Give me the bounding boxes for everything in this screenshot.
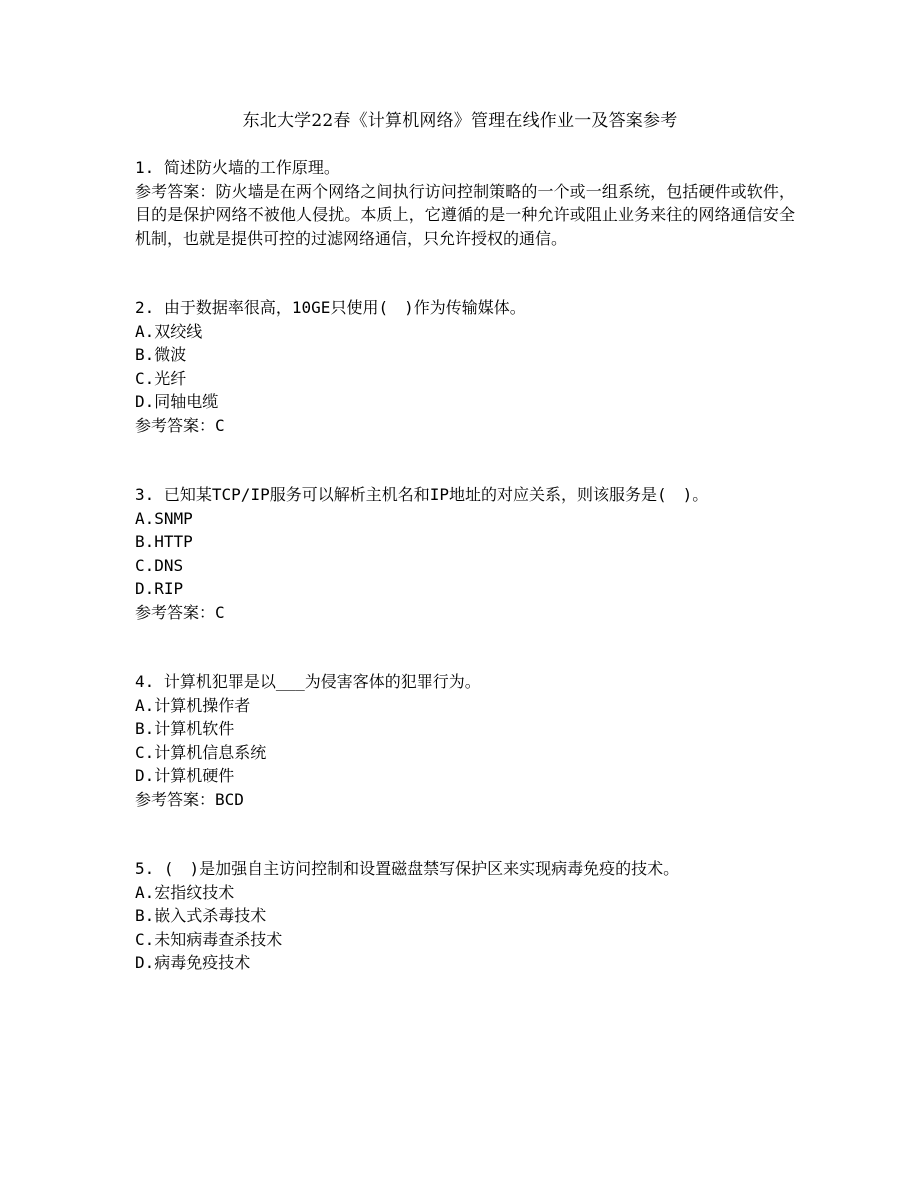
option-a: A.宏指纹技术	[135, 882, 235, 902]
answer-text: C	[215, 602, 225, 622]
option-c: C.DNS	[135, 555, 184, 575]
question-2	[135, 296, 795, 437]
question-stem	[135, 156, 795, 180]
question-1	[135, 156, 795, 250]
question-4	[135, 670, 795, 811]
option-b: B.微波	[135, 345, 187, 364]
answer-text: 防火墙是在两个网络之间执行访问控制策略的一个或一组系统，包括硬件或软件，目的是保护网络不被他人侵扰。本质上，它遵循的是一种允许或阻止业务来往的网络通信安全机制，也就是提供可控的过滤网络通信，只允许授权的通信。	[135, 181, 795, 248]
option-a: A.双绞线	[135, 321, 203, 341]
answer-label: 参考答案：	[135, 181, 216, 201]
option-d: D.RIP	[135, 579, 184, 598]
document-title: 东北大学22春《计算机网络》管理在线作业一及答案参考	[242, 111, 678, 131]
option-a: A.SNMP	[135, 508, 193, 528]
option-b: B.嵌入式杀毒技术	[135, 906, 267, 925]
question-text: ( )是加强自主访问控制和设置磁盘禁写保护区来实现病毒免疫的技术。	[163, 859, 680, 878]
question-text: 已知某TCP/IP服务可以解析主机名和IP地址的对应关系，则该服务是( )。	[163, 485, 709, 504]
answer-line	[135, 414, 795, 438]
question-3	[135, 483, 795, 624]
question-number: 2.	[135, 298, 155, 317]
question-stem	[135, 670, 795, 694]
question-number: 3.	[135, 485, 155, 504]
question-5	[135, 857, 795, 975]
answer-text: BCD	[215, 789, 244, 809]
option-c: C.光纤	[135, 368, 187, 388]
option-d: D.病毒免疫技术	[135, 953, 251, 972]
option-c: C.未知病毒查杀技术	[135, 929, 283, 949]
answer-label: 参考答案：	[135, 602, 216, 622]
question-number: 1.	[135, 158, 155, 177]
option-d: D.同轴电缆	[135, 392, 219, 411]
option-b: B.计算机软件	[135, 719, 235, 738]
option-d: D.计算机硬件	[135, 766, 235, 785]
question-number: 5.	[135, 859, 155, 878]
answer-line	[135, 601, 795, 625]
question-stem	[135, 296, 795, 320]
option-c: C.计算机信息系统	[135, 742, 267, 762]
question-text: 由于数据率很高，10GE只使用( )作为传输媒体。	[163, 298, 526, 317]
question-text: 简述防火墙的工作原理。	[163, 158, 340, 177]
answer-line	[135, 788, 795, 812]
question-stem	[135, 857, 795, 881]
answer-paragraph	[135, 180, 795, 251]
question-number: 4.	[135, 672, 155, 691]
question-text: 计算机犯罪是以___为侵害客体的犯罪行为。	[163, 672, 481, 691]
answer-label: 参考答案：	[135, 415, 216, 435]
document-content	[135, 156, 795, 975]
option-a: A.计算机操作者	[135, 695, 251, 715]
option-b: B.HTTP	[135, 532, 193, 551]
question-stem	[135, 483, 795, 507]
answer-text: C	[215, 415, 225, 435]
answer-label: 参考答案：	[135, 789, 216, 809]
